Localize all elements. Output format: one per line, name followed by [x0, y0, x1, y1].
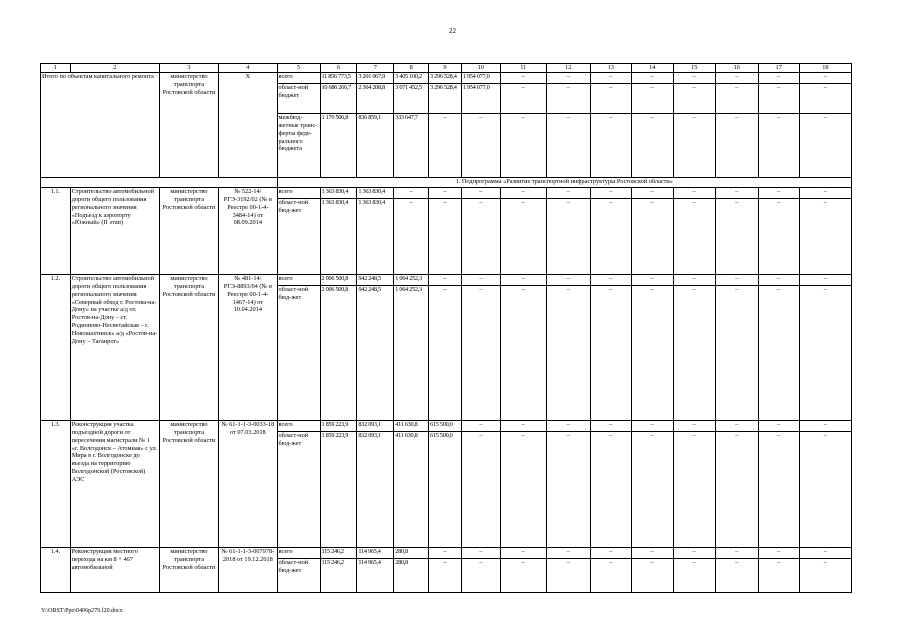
- value-cell: –: [799, 188, 851, 199]
- value-cell: –: [429, 286, 462, 421]
- value-cell: 832 093,1: [357, 432, 394, 548]
- value-cell: 1 363 830,4: [320, 188, 357, 199]
- value-cell: –: [500, 275, 546, 286]
- column-number-15: 15: [673, 64, 715, 73]
- value-cell: –: [631, 548, 673, 559]
- table-row: [41, 188, 852, 199]
- column-number-5: 5: [277, 64, 320, 73]
- value-cell: –: [500, 114, 546, 178]
- value-cell: –: [461, 432, 500, 548]
- value-cell: –: [758, 199, 799, 275]
- value-cell: 1 859 223,9: [320, 432, 357, 548]
- value-cell: 2 006 500,8: [320, 286, 357, 421]
- value-cell: –: [500, 286, 546, 421]
- value-cell: –: [590, 286, 631, 421]
- value-cell: –: [590, 559, 631, 593]
- value-cell: –: [715, 114, 758, 178]
- value-cell: –: [715, 188, 758, 199]
- value-cell: –: [631, 432, 673, 548]
- value-cell: 3 201 067,9: [357, 73, 394, 84]
- value-cell: 411 630,8: [394, 421, 429, 432]
- item-number: 1.3.: [41, 421, 71, 548]
- column-number-3: 3: [159, 64, 218, 73]
- value-cell: –: [673, 84, 715, 114]
- subprogram-spacer: [41, 178, 278, 188]
- value-cell: 942 248,5: [357, 275, 394, 286]
- page-number: 22: [449, 27, 456, 35]
- column-number-18: 18: [799, 64, 851, 73]
- value-cell: 1 170 506,8: [320, 114, 357, 178]
- value-cell: –: [758, 559, 799, 593]
- value-cell: –: [631, 275, 673, 286]
- value-cell: 1 954 077,0: [461, 73, 500, 84]
- value-cell: –: [758, 286, 799, 421]
- value-cell: –: [500, 559, 546, 593]
- value-cell: –: [546, 84, 590, 114]
- responsible-ministry: министерство транспорта Ростовской области: [159, 188, 218, 275]
- object-name: Строительство автомобильной дороги общего пользования регионального значения «Подъезд к аэропорту «Южный» (II этап): [70, 188, 159, 275]
- column-number-6: 6: [320, 64, 357, 73]
- value-cell: –: [631, 73, 673, 84]
- funding-source: област-ной бюджет: [277, 84, 320, 114]
- value-cell: 2 006 500,8: [320, 275, 357, 286]
- value-cell: –: [673, 432, 715, 548]
- value-cell: –: [673, 73, 715, 84]
- value-cell: –: [673, 286, 715, 421]
- value-cell: –: [546, 114, 590, 178]
- value-cell: –: [546, 275, 590, 286]
- value-cell: –: [546, 286, 590, 421]
- funding-source: межбюд-жетные транс-ферты феде-рального бюджета: [277, 114, 320, 178]
- value-cell: –: [799, 432, 851, 548]
- value-cell: –: [631, 286, 673, 421]
- value-cell: –: [394, 188, 429, 199]
- object-name: Строительство автомобильной дороги общего пользования регионального значения «Северный обход г. Ростова-на-Дону» на участке а/д от. Ростов-на-Дону – ст. Родионово-Несветайская – г. Новошахтинск» а/д «Ростов-на-Дону – Таганрог»: [70, 275, 159, 421]
- responsible-ministry: министерство транспорта Ростовской области: [159, 275, 218, 421]
- value-cell: 11 856 773,5: [320, 73, 357, 84]
- value-cell: 411 630,8: [394, 432, 429, 548]
- value-cell: –: [758, 114, 799, 178]
- registry-number: Х: [219, 73, 277, 178]
- value-cell: –: [715, 199, 758, 275]
- value-cell: –: [590, 548, 631, 559]
- value-cell: –: [758, 73, 799, 84]
- value-cell: –: [799, 73, 851, 84]
- value-cell: –: [546, 421, 590, 432]
- value-cell: –: [758, 548, 799, 559]
- column-number-1: 1: [41, 64, 71, 73]
- value-cell: –: [500, 421, 546, 432]
- value-cell: –: [715, 286, 758, 421]
- value-cell: –: [631, 421, 673, 432]
- item-number: 1.4.: [41, 548, 71, 593]
- value-cell: –: [673, 188, 715, 199]
- funding-source: област-ной бюд-жет: [277, 559, 320, 593]
- value-cell: –: [429, 548, 462, 559]
- value-cell: –: [673, 275, 715, 286]
- responsible-ministry: министерство транспорта Ростовской области: [159, 421, 218, 548]
- value-cell: –: [394, 199, 429, 275]
- value-cell: –: [500, 84, 546, 114]
- funding-source: област-ной бюд-жет: [277, 199, 320, 275]
- value-cell: –: [546, 188, 590, 199]
- value-cell: –: [758, 421, 799, 432]
- value-cell: –: [799, 114, 851, 178]
- subprogram-title: 1. Подпрограмма «Развитие транспортной инфраструктуры Ростовской области»: [277, 178, 851, 188]
- column-number-13: 13: [590, 64, 631, 73]
- table-row: [41, 73, 852, 84]
- value-cell: –: [461, 199, 500, 275]
- value-cell: –: [673, 199, 715, 275]
- value-cell: –: [715, 421, 758, 432]
- value-cell: –: [631, 188, 673, 199]
- column-number-2: 2: [70, 64, 159, 73]
- column-number-11: 11: [500, 64, 546, 73]
- value-cell: –: [799, 84, 851, 114]
- object-name: Итого по объектам капитального ремонта: [41, 73, 160, 178]
- value-cell: –: [758, 275, 799, 286]
- value-cell: 114 965,4: [357, 559, 394, 593]
- value-cell: –: [631, 114, 673, 178]
- value-cell: –: [631, 559, 673, 593]
- value-cell: –: [590, 114, 631, 178]
- value-cell: –: [758, 432, 799, 548]
- value-cell: 1 064 252,3: [394, 275, 429, 286]
- funding-source: област-ной бюд-жет: [277, 286, 320, 421]
- value-cell: –: [799, 548, 851, 559]
- value-cell: 280,8: [394, 559, 429, 593]
- column-number-7: 7: [357, 64, 394, 73]
- value-cell: 1 363 830,4: [320, 199, 357, 275]
- value-cell: 3 296 528,4: [429, 84, 462, 114]
- value-cell: –: [429, 559, 462, 593]
- column-number-16: 16: [715, 64, 758, 73]
- value-cell: –: [673, 548, 715, 559]
- column-number-10: 10: [461, 64, 500, 73]
- value-cell: –: [799, 199, 851, 275]
- value-cell: –: [546, 199, 590, 275]
- value-cell: –: [546, 432, 590, 548]
- value-cell: –: [715, 84, 758, 114]
- value-cell: –: [461, 421, 500, 432]
- value-cell: –: [799, 275, 851, 286]
- value-cell: –: [546, 548, 590, 559]
- value-cell: –: [590, 275, 631, 286]
- value-cell: –: [500, 73, 546, 84]
- value-cell: –: [500, 548, 546, 559]
- value-cell: –: [590, 84, 631, 114]
- value-cell: –: [590, 421, 631, 432]
- registry-number: № 61-1-1-3-0033-18 от 07.03.2018: [219, 421, 277, 548]
- value-cell: –: [590, 73, 631, 84]
- funding-source: всего: [277, 188, 320, 199]
- value-cell: 615 500,0: [429, 421, 462, 432]
- value-cell: 3 296 528,4: [429, 73, 462, 84]
- column-number-4: 4: [219, 64, 277, 73]
- registry-number: № 481-14/РГЭ-8893/04 (№ в Реестре 00-1-4-1467-14) от 10.04.2014: [219, 275, 277, 421]
- value-cell: 1 954 077,0: [461, 84, 500, 114]
- value-cell: 280,8: [394, 548, 429, 559]
- registry-number: № 522-14/РГЭ-3192/02 (№ в Реестре 00-1-4-3484-14) от 08.09.2014: [219, 188, 277, 275]
- value-cell: –: [429, 114, 462, 178]
- table-row: [41, 548, 852, 559]
- column-number-row: [41, 64, 852, 73]
- value-cell: 942 248,5: [357, 286, 394, 421]
- value-cell: –: [461, 286, 500, 421]
- value-cell: –: [758, 84, 799, 114]
- value-cell: 1 064 252,3: [394, 286, 429, 421]
- value-cell: 10 686 266,7: [320, 84, 357, 114]
- value-cell: –: [799, 286, 851, 421]
- value-cell: 836 859,1: [357, 114, 394, 178]
- column-number-14: 14: [631, 64, 673, 73]
- value-cell: –: [500, 199, 546, 275]
- value-cell: –: [590, 188, 631, 199]
- value-cell: –: [715, 275, 758, 286]
- responsible-ministry: министерство транспорта Ростовской области: [159, 548, 218, 593]
- value-cell: 1 859 223,9: [320, 421, 357, 432]
- value-cell: –: [715, 73, 758, 84]
- value-cell: 2 364 208,8: [357, 84, 394, 114]
- column-number-12: 12: [546, 64, 590, 73]
- value-cell: –: [673, 421, 715, 432]
- value-cell: –: [631, 199, 673, 275]
- funding-source: всего: [277, 275, 320, 286]
- value-cell: 3 405 100,2: [394, 73, 429, 84]
- value-cell: 114 965,4: [357, 548, 394, 559]
- value-cell: 615 500,0: [429, 432, 462, 548]
- value-cell: –: [461, 548, 500, 559]
- value-cell: –: [715, 548, 758, 559]
- column-number-9: 9: [429, 64, 462, 73]
- value-cell: –: [429, 188, 462, 199]
- value-cell: –: [546, 73, 590, 84]
- value-cell: –: [461, 188, 500, 199]
- value-cell: 115 246,2: [320, 559, 357, 593]
- value-cell: –: [799, 559, 851, 593]
- table-row: [41, 421, 852, 432]
- funding-source: област-ной бюд-жет: [277, 432, 320, 548]
- value-cell: –: [673, 559, 715, 593]
- registry-number: № 61-1-1-3-007978-2018 от 19.12.2018: [219, 548, 277, 593]
- value-cell: –: [799, 421, 851, 432]
- column-number-8: 8: [394, 64, 429, 73]
- value-cell: 333 647,7: [394, 114, 429, 178]
- value-cell: 3 071 452,5: [394, 84, 429, 114]
- object-name: Реконструкция местного перехода на км 8 + 467 автомобильной: [70, 548, 159, 593]
- value-cell: 832 093,1: [357, 421, 394, 432]
- value-cell: –: [715, 432, 758, 548]
- value-cell: 115 246,2: [320, 548, 357, 559]
- column-number-17: 17: [758, 64, 799, 73]
- value-cell: –: [461, 114, 500, 178]
- value-cell: –: [715, 559, 758, 593]
- object-name: Реконструкция участка подъездной дороги от пересечения магистрали № 1 «г. Волгодонск – Атомная» с ул. Мира в г. Волгодонске до въезда на территорию Волгодонской (Ростовской) АЭС: [70, 421, 159, 548]
- funding-source: всего: [277, 73, 320, 84]
- value-cell: –: [429, 199, 462, 275]
- value-cell: –: [500, 432, 546, 548]
- budget-table: [40, 63, 852, 593]
- file-path-footer: Y:\ORST\Ppo\0406p279.f20.docx: [41, 608, 123, 614]
- funding-source: всего: [277, 421, 320, 432]
- subprogram-row: [41, 178, 852, 188]
- value-cell: 1 363 830,4: [357, 188, 394, 199]
- item-number: 1.1.: [41, 188, 71, 275]
- value-cell: –: [590, 199, 631, 275]
- value-cell: 1 363 830,4: [357, 199, 394, 275]
- value-cell: –: [758, 188, 799, 199]
- value-cell: –: [546, 559, 590, 593]
- value-cell: –: [590, 432, 631, 548]
- value-cell: –: [461, 559, 500, 593]
- item-number: 1.2.: [41, 275, 71, 421]
- value-cell: –: [673, 114, 715, 178]
- funding-source: всего: [277, 548, 320, 559]
- responsible-ministry: министерство транспорта Ростовской области: [159, 73, 218, 178]
- value-cell: –: [429, 275, 462, 286]
- table-row: [41, 275, 852, 286]
- value-cell: –: [500, 188, 546, 199]
- value-cell: –: [631, 84, 673, 114]
- value-cell: –: [461, 275, 500, 286]
